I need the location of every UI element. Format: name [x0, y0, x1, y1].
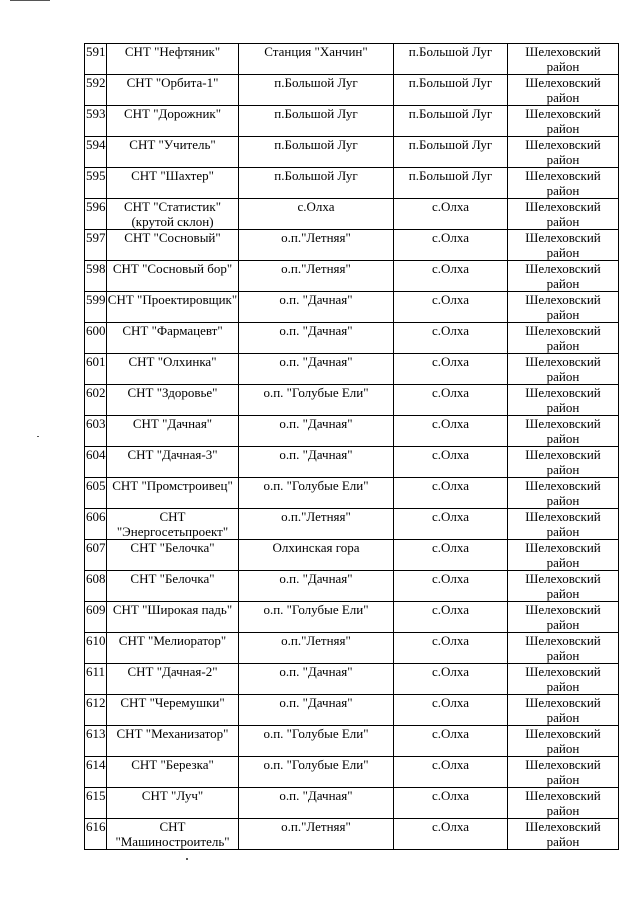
location-cell: п.Большой Луг: [239, 168, 394, 199]
snt-name-cell: СНТ "Нефтяник": [107, 44, 239, 75]
settlement-cell: с.Олха: [394, 571, 508, 602]
district-cell: Шелеховский район: [508, 416, 619, 447]
district-cell: Шелеховский район: [508, 757, 619, 788]
district-cell: Шелеховский район: [508, 571, 619, 602]
row-number-cell: 608: [85, 571, 107, 602]
table-row: [85, 695, 619, 726]
snt-name-cell: СНТ "Белочка": [107, 571, 239, 602]
settlement-cell: с.Олха: [394, 757, 508, 788]
table-row: [85, 323, 619, 354]
location-cell: о.п. "Дачная": [239, 447, 394, 478]
row-number-cell: 610: [85, 633, 107, 664]
table-row: [85, 385, 619, 416]
settlement-cell: с.Олха: [394, 788, 508, 819]
snt-name-cell: СНТ "Мелиоратор": [107, 633, 239, 664]
table-row: [85, 137, 619, 168]
location-cell: о.п. "Дачная": [239, 788, 394, 819]
table-row: [85, 44, 619, 75]
snt-name-cell: СНТ "Белочка": [107, 540, 239, 571]
settlement-cell: с.Олха: [394, 695, 508, 726]
snt-name-cell: СНТ "Фармацевт": [107, 323, 239, 354]
snt-name-cell: СНТ "Березка": [107, 757, 239, 788]
snt-name-cell: СНТ "Олхинка": [107, 354, 239, 385]
row-number-cell: 615: [85, 788, 107, 819]
snt-name-cell: СНТ "Проектировщик": [107, 292, 239, 323]
location-cell: о.п."Летняя": [239, 819, 394, 850]
table-row: [85, 726, 619, 757]
table-row: [85, 819, 619, 850]
table-row: [85, 261, 619, 292]
district-cell: Шелеховский район: [508, 509, 619, 540]
location-cell: Олхинская гора: [239, 540, 394, 571]
location-cell: п.Большой Луг: [239, 137, 394, 168]
snt-name-cell: СНТ "Шахтер": [107, 168, 239, 199]
row-number-cell: 591: [85, 44, 107, 75]
settlement-cell: с.Олха: [394, 602, 508, 633]
row-number-cell: 613: [85, 726, 107, 757]
district-cell: Шелеховский район: [508, 106, 619, 137]
table-row: [85, 354, 619, 385]
settlement-cell: с.Олха: [394, 385, 508, 416]
snt-name-cell: СНТ "Луч": [107, 788, 239, 819]
scan-mark-margin: [37, 436, 39, 437]
snt-name-cell: СНТ "Промстроивец": [107, 478, 239, 509]
district-cell: Шелеховский район: [508, 75, 619, 106]
settlement-cell: с.Олха: [394, 819, 508, 850]
district-cell: Шелеховский район: [508, 199, 619, 230]
district-cell: Шелеховский район: [508, 137, 619, 168]
row-number-cell: 592: [85, 75, 107, 106]
district-cell: Шелеховский район: [508, 695, 619, 726]
district-cell: Шелеховский район: [508, 44, 619, 75]
location-cell: о.п. "Дачная": [239, 416, 394, 447]
district-cell: Шелеховский район: [508, 447, 619, 478]
table-row: [85, 416, 619, 447]
snt-name-cell: СНТ "Орбита-1": [107, 75, 239, 106]
row-number-cell: 609: [85, 602, 107, 633]
scan-mark-bottom: [186, 858, 188, 860]
table-row: [85, 478, 619, 509]
settlement-cell: п.Большой Луг: [394, 106, 508, 137]
location-cell: о.п. "Дачная": [239, 292, 394, 323]
row-number-cell: 598: [85, 261, 107, 292]
row-number-cell: 596: [85, 199, 107, 230]
row-number-cell: 606: [85, 509, 107, 540]
snt-name-cell: СНТ "Широкая падь": [107, 602, 239, 633]
location-cell: о.п. "Голубые Ели": [239, 478, 394, 509]
settlement-cell: п.Большой Луг: [394, 44, 508, 75]
location-cell: о.п. "Голубые Ели": [239, 602, 394, 633]
table-row: [85, 757, 619, 788]
settlement-cell: с.Олха: [394, 416, 508, 447]
snt-name-cell: СНТ "Механизатор": [107, 726, 239, 757]
table-row: [85, 509, 619, 540]
location-cell: о.п. "Дачная": [239, 664, 394, 695]
location-cell: о.п. "Дачная": [239, 323, 394, 354]
snt-name-cell: СНТ "Дорожник": [107, 106, 239, 137]
table-row: [85, 788, 619, 819]
row-number-cell: 594: [85, 137, 107, 168]
row-number-cell: 597: [85, 230, 107, 261]
snt-name-cell: СНТ "Дачная": [107, 416, 239, 447]
row-number-cell: 602: [85, 385, 107, 416]
settlement-cell: с.Олха: [394, 292, 508, 323]
row-number-cell: 593: [85, 106, 107, 137]
location-cell: о.п. "Голубые Ели": [239, 385, 394, 416]
location-cell: о.п. "Голубые Ели": [239, 757, 394, 788]
row-number-cell: 599: [85, 292, 107, 323]
row-number-cell: 600: [85, 323, 107, 354]
location-cell: п.Большой Луг: [239, 75, 394, 106]
snt-name-cell: СНТ "Сосновый бор": [107, 261, 239, 292]
table-row: [85, 447, 619, 478]
settlement-cell: с.Олха: [394, 354, 508, 385]
district-cell: Шелеховский район: [508, 261, 619, 292]
settlement-cell: с.Олха: [394, 261, 508, 292]
district-cell: Шелеховский район: [508, 540, 619, 571]
location-cell: п.Большой Луг: [239, 106, 394, 137]
row-number-cell: 612: [85, 695, 107, 726]
settlement-cell: с.Олха: [394, 478, 508, 509]
location-cell: о.п. "Голубые Ели": [239, 726, 394, 757]
district-cell: Шелеховский район: [508, 633, 619, 664]
district-cell: Шелеховский район: [508, 168, 619, 199]
row-number-cell: 607: [85, 540, 107, 571]
row-number-cell: 616: [85, 819, 107, 850]
snt-name-cell: СНТ "Учитель": [107, 137, 239, 168]
table-row: [85, 199, 619, 230]
location-cell: с.Олха: [239, 199, 394, 230]
table-row: [85, 292, 619, 323]
district-cell: Шелеховский район: [508, 292, 619, 323]
district-cell: Шелеховский район: [508, 726, 619, 757]
settlement-cell: с.Олха: [394, 447, 508, 478]
district-cell: Шелеховский район: [508, 230, 619, 261]
registry-table-body: [85, 44, 619, 850]
row-number-cell: 614: [85, 757, 107, 788]
snt-name-cell: СНТ "Здоровье": [107, 385, 239, 416]
row-number-cell: 601: [85, 354, 107, 385]
table-row: [85, 602, 619, 633]
row-number-cell: 603: [85, 416, 107, 447]
district-cell: Шелеховский район: [508, 602, 619, 633]
table-row: [85, 168, 619, 199]
settlement-cell: п.Большой Луг: [394, 168, 508, 199]
registry-table: [84, 43, 619, 850]
district-cell: Шелеховский район: [508, 385, 619, 416]
settlement-cell: с.Олха: [394, 540, 508, 571]
district-cell: Шелеховский район: [508, 478, 619, 509]
row-number-cell: 595: [85, 168, 107, 199]
table-row: [85, 540, 619, 571]
settlement-cell: с.Олха: [394, 509, 508, 540]
location-cell: Станция "Ханчин": [239, 44, 394, 75]
settlement-cell: п.Большой Луг: [394, 137, 508, 168]
location-cell: о.п."Летняя": [239, 633, 394, 664]
settlement-cell: с.Олха: [394, 230, 508, 261]
district-cell: Шелеховский район: [508, 323, 619, 354]
district-cell: Шелеховский район: [508, 819, 619, 850]
table-row: [85, 571, 619, 602]
location-cell: о.п. "Дачная": [239, 354, 394, 385]
snt-name-cell: СНТ "Дачная-3": [107, 447, 239, 478]
district-cell: Шелеховский район: [508, 354, 619, 385]
table-row: [85, 230, 619, 261]
table-row: [85, 664, 619, 695]
settlement-cell: с.Олха: [394, 664, 508, 695]
scan-mark-top: [10, 0, 50, 1]
district-cell: Шелеховский район: [508, 788, 619, 819]
row-number-cell: 604: [85, 447, 107, 478]
snt-name-cell: СНТ "Дачная-2": [107, 664, 239, 695]
table-row: [85, 75, 619, 106]
settlement-cell: с.Олха: [394, 633, 508, 664]
location-cell: о.п. "Дачная": [239, 695, 394, 726]
settlement-cell: п.Большой Луг: [394, 75, 508, 106]
location-cell: о.п."Летняя": [239, 261, 394, 292]
location-cell: о.п."Летняя": [239, 230, 394, 261]
snt-name-cell: СНТ "Сосновый": [107, 230, 239, 261]
location-cell: о.п."Летняя": [239, 509, 394, 540]
settlement-cell: с.Олха: [394, 726, 508, 757]
district-cell: Шелеховский район: [508, 664, 619, 695]
snt-name-cell: СНТ "Энергосетьпроект": [107, 509, 239, 540]
row-number-cell: 611: [85, 664, 107, 695]
snt-name-cell: СНТ "Машиностроитель": [107, 819, 239, 850]
location-cell: о.п. "Дачная": [239, 571, 394, 602]
snt-name-cell: СНТ "Статистик" (крутой склон): [107, 199, 239, 230]
settlement-cell: с.Олха: [394, 199, 508, 230]
table-row: [85, 106, 619, 137]
table-row: [85, 633, 619, 664]
snt-name-cell: СНТ "Черемушки": [107, 695, 239, 726]
settlement-cell: с.Олха: [394, 323, 508, 354]
row-number-cell: 605: [85, 478, 107, 509]
